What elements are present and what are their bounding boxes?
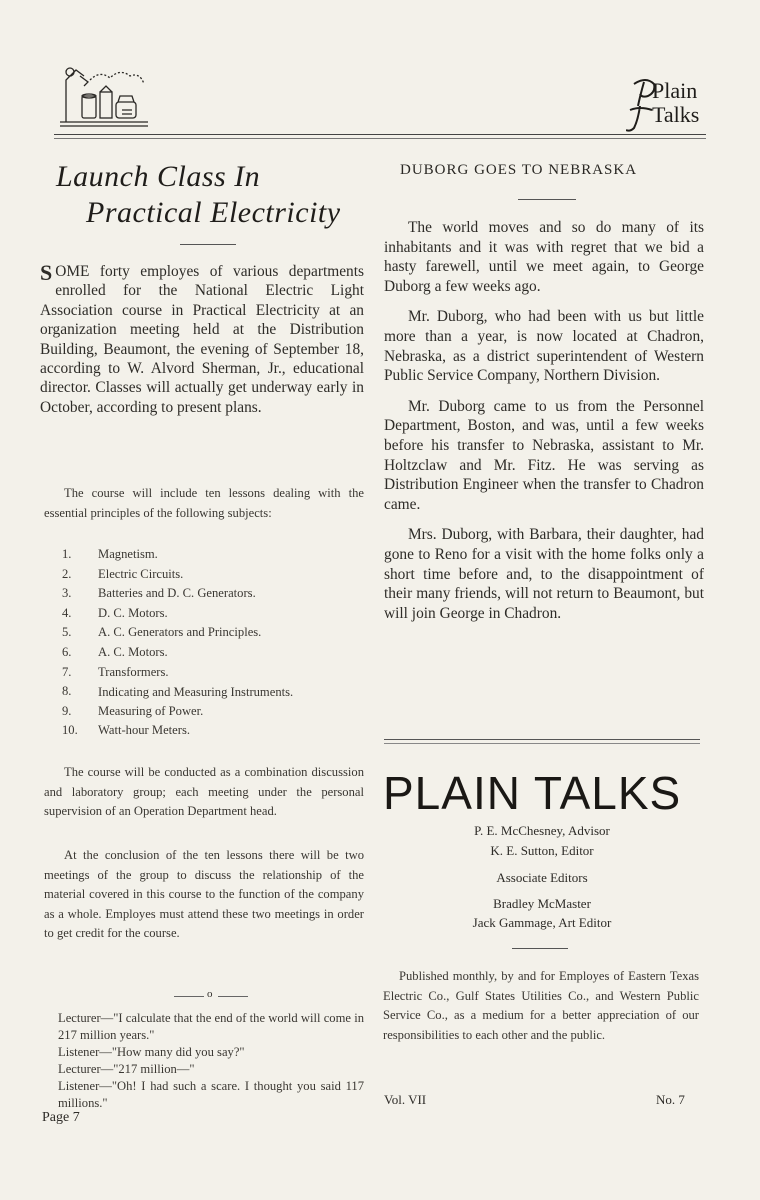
article-intro [40, 262, 364, 417]
list-item: 1. Magnetism. [62, 547, 158, 561]
paragraph: Mrs. Duborg, with Barbara, their daughter, had gone to Reno for a visit with the home folks only a short time before and, to the disappointment of their many friends, will not return to Beaumont, but will join George in Chadron. [384, 526, 704, 622]
subject-list [62, 545, 366, 741]
list-item: 9. Measuring of Power. [62, 703, 204, 718]
paragraph: Mr. Duborg, who had been with us but little more than a year, is now located at Chadron, Nebraska, as a district superintendent of Western Public Service Company, Northern Division. [384, 308, 704, 385]
list-item: 6. A. C. Motors. [62, 644, 168, 659]
art-editor: Jack Gammage, Art Editor [472, 915, 612, 930]
duborg-heading: DUBORG GOES TO NEBRASKA [400, 162, 638, 178]
masthead-box-rule-thin [384, 743, 700, 744]
list-item: 10. Watt-hour Meters. [62, 723, 191, 738]
drop-cap: S [40, 260, 53, 285]
publication-note [383, 967, 699, 1045]
course-intro-text: The course will include ten lessons dealing with the essential principles of the following subjects: [44, 486, 364, 520]
volume-label: Vol. VII [384, 1092, 427, 1107]
staff-divider [512, 948, 568, 949]
header-rule-thin [54, 138, 706, 139]
conduct-text: The course will be conducted as a combination discussion and laboratory group; each meeting under the personal supervision of an Operation Department head. [44, 765, 364, 819]
duborg-article [384, 218, 704, 634]
publication-note-text: Published monthly, by and for Employes of Eastern Texas Electric Co., Gulf States Utilities Co., and Western Public Service Co., as a medium for a better appreciation of our responsibilities to each other and the public. [383, 969, 699, 1042]
associate-editor: Bradley McMaster [493, 896, 591, 911]
joke-line: Lecturer—"I calculate that the end of the world will come in 217 million years." [58, 1011, 364, 1042]
page-number: Page 7 [42, 1110, 80, 1125]
masthead-talks: Talks [652, 102, 700, 127]
article-title-line2: Practical Electricity [86, 196, 341, 229]
joke-line: Listener—"Oh! I had such a scare. I thought you said 117 millions." [58, 1079, 364, 1110]
list-item: 5. A. C. Generators and Principles. [62, 625, 262, 640]
joke-line: Listener—"How many did you say?" [58, 1045, 245, 1059]
joke-block [40, 1010, 364, 1112]
paragraph: The world moves and so do many of its inhabitants and it was with regret that we bid a hasty farewell, until we meet again, to George Duborg a few weeks ago. [384, 219, 704, 295]
list-item: 8. Indicating and Measuring Instruments. [62, 684, 294, 700]
header-rule [54, 134, 706, 135]
divider-mark: o [207, 988, 213, 1000]
conclusion-text: At the conclusion of the ten lessons there will be two meetings of the group to discuss the relationship of the material covered in this course to the function of the company as a whole. Employes must attend these two meetings in order to get credit for the course. [44, 848, 364, 941]
list-item: 4. D. C. Motors. [62, 605, 168, 620]
intro-text: OME forty employes of various departments enrolled for the National Electric Light Association course in Practical Electricity at an organization meeting held at the Distribution Building, Beaumont, the evening of September 18, according to W. Alvord Sherman, Jr., educational director. Classes will actually get underway early in October, according to present plans. [40, 263, 364, 416]
conduct-paragraph [44, 763, 364, 822]
title-divider [180, 244, 236, 245]
issue-number: No. 7 [656, 1092, 685, 1107]
course-intro [44, 484, 364, 523]
list-item: 3. Batteries and D. C. Generators. [62, 586, 256, 601]
list-item: 7. Transformers. [62, 664, 169, 679]
associate-editors-heading: Associate Editors [496, 870, 588, 885]
staff-advisor: P. E. McChesney, Advisor [474, 823, 610, 838]
masthead-box-rule [384, 739, 700, 740]
section-divider [174, 988, 250, 1004]
article-title-line1: Launch Class In [56, 160, 261, 193]
joke-line: Lecturer—"217 million—" [58, 1062, 195, 1076]
masthead-plain: Plain [652, 78, 698, 103]
staff-editor: K. E. Sutton, Editor [490, 843, 594, 858]
list-item: 2. Electric Circuits. [62, 566, 184, 581]
masthead-logo [626, 76, 710, 134]
conclusion-paragraph [44, 846, 364, 944]
paragraph: Mr. Duborg came to us from the Personnel Department, Boston, and was, until a few weeks before his transfer to Nebraska, assistant to Mr. Holtzclaw and Mr. Fitz. He was serving as Distribution Engineer when the transfer to Chadron came. [384, 397, 704, 513]
heading-divider [518, 199, 576, 200]
publication-title: PLAIN TALKS [383, 767, 682, 819]
workbench-illustration-icon [60, 62, 150, 130]
